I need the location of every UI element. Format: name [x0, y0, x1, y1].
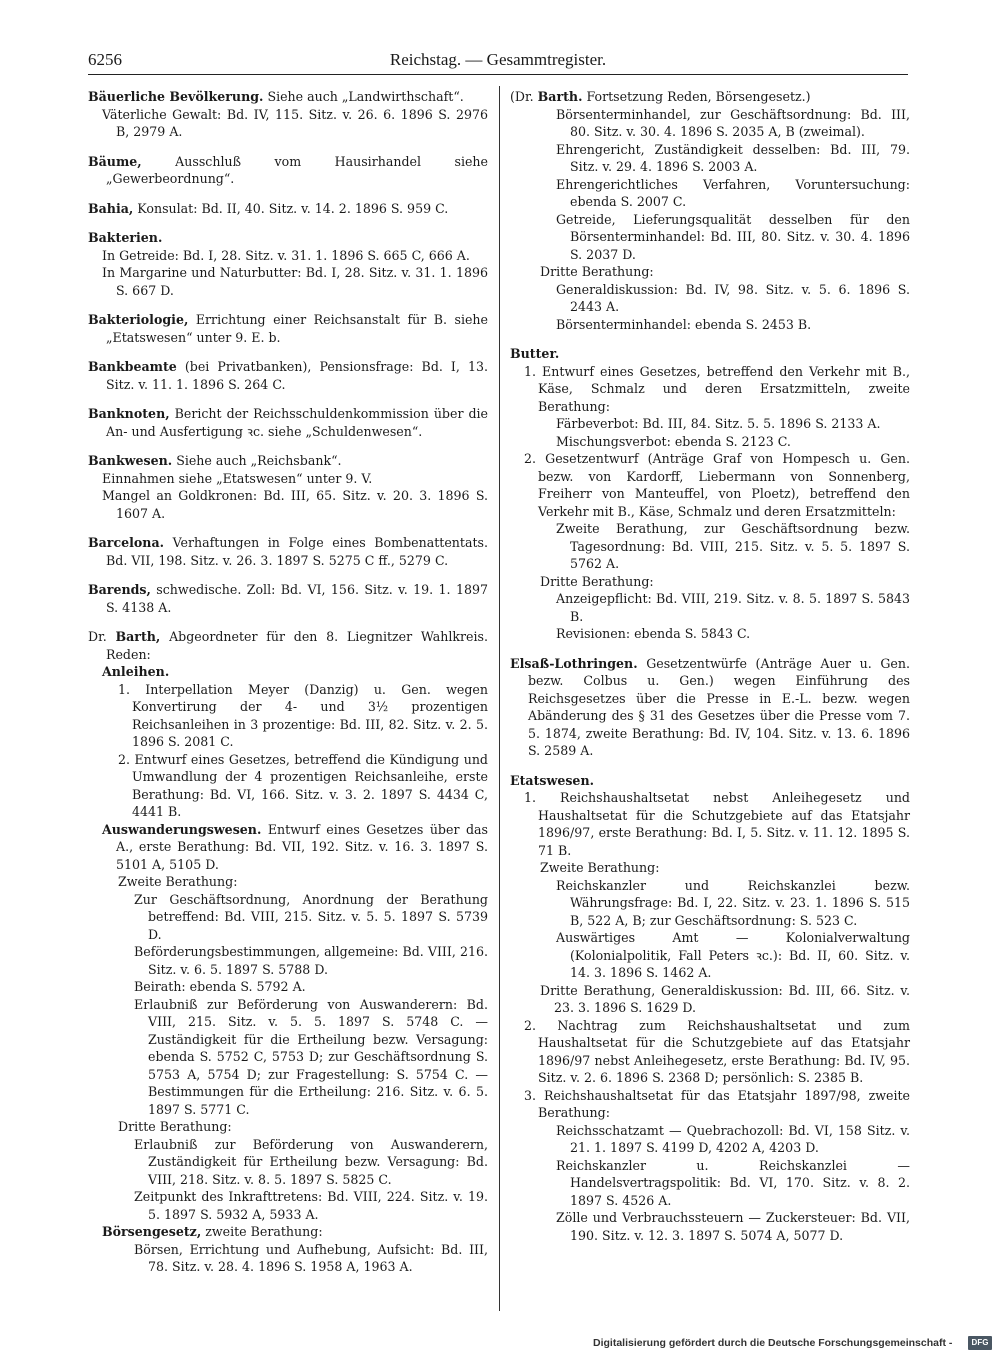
- entry-line: Beförderungsbestimmungen, allgemeine: Bd. VIII, 216. Sitz. v. 6. 5. 1897 S. 5788 D.: [134, 944, 488, 977]
- entry-line: Anzeigepflicht: Bd. VIII, 219. Sitz. v. 8. 5. 1897 S. 5843 B.: [556, 591, 910, 624]
- index-entry: [510, 88, 910, 333]
- entry-text: Siehe auch „Reichsbank“.: [172, 453, 342, 468]
- entry-text: (bei Privatbanken), Pensionsfrage: Bd. I, 13. Sitz. v. 11. 1. 1896 S. 264 C.: [106, 359, 488, 392]
- entry-line: Reichskanzler und Reichskanzlei bezw. Währungsfrage: Bd. I, 22. Sitz. v. 23. 1. 1896 S. 515 B, 522 A, B; zur Geschäftsordnung: S. 523 C.: [556, 877, 910, 928]
- entry-heading: Barth.: [537, 89, 583, 104]
- entry-line: Dritte Berathung, Generaldiskussion: Bd. III, 66. Sitz. v. 23. 3. 1896 S. 1629 D.: [540, 982, 910, 1015]
- index-entry: [88, 452, 488, 522]
- digitization-footer: [593, 1336, 993, 1352]
- entry-text: Errichtung einer Reichsanstalt für B. siehe „Etatswesen“ unter 9. E. b.: [106, 312, 488, 345]
- entry-line: Zweite Berathung, zur Geschäftsordnung bezw. Tagesordnung: Bd. VIII, 215. Sitz. v. 5. 5. 1897 S. 5762 A.: [556, 521, 910, 571]
- index-entry: [88, 153, 488, 188]
- dfg-logo-icon: DFG: [968, 1336, 992, 1350]
- entry-line: Väterliche Gewalt: Bd. IV, 115. Sitz. v. 26. 6. 1896 S. 2976 B, 2979 A.: [102, 106, 488, 139]
- entry-heading: Banknoten,: [88, 406, 170, 421]
- index-entry: [510, 345, 910, 643]
- entry-line: 2. Nachtrag zum Reichshaushaltsetat und zum Haushaltsetat für die Schutzgebiete auf das Etatsjahr 1896/97 nebst Anleihegesetz, erste Berathung: Bd. IV, 95. Sitz. v. 2. 6. 1896 S. 2368 D; persönlich: S. 2385 B.: [524, 1017, 910, 1085]
- entry-text: Konsulat: Bd. II, 40. Sitz. v. 14. 2. 1896 S. 959 C.: [133, 200, 449, 216]
- index-entry: [88, 311, 488, 346]
- entry-prefix: (Dr.: [510, 89, 538, 104]
- entry-line: Zweite Berathung:: [540, 860, 660, 875]
- entry-line: Zur Geschäftsordnung, Anordnung der Berathung betreffend: Bd. VIII, 215. Sitz. v. 5. 5. 1897 S. 5739 D.: [134, 891, 488, 942]
- entry-prefix: Dr.: [88, 629, 116, 644]
- entry-line: 2. Entwurf eines Gesetzes, betreffend die Kündigung und Umwandlung der 4 prozentigen Reichsanleihe, erste Berathung: Bd. VI, 166. Sitz. v. 3. 2. 1897 S. 4434 C, 4441 B.: [118, 751, 488, 819]
- entry-text: Fortsetzung Reden, Börsengesetz.): [582, 89, 811, 104]
- index-entry: [88, 200, 488, 218]
- entry-line: Börsen, Errichtung und Aufhebung, Aufsicht: Bd. III, 78. Sitz. v. 28. 4. 1896 S. 1958 A, 1963 A.: [134, 1241, 488, 1274]
- entry-heading: Butter.: [510, 346, 560, 361]
- entry-heading: Barends,: [88, 582, 151, 597]
- entry-heading: Bankbeamte: [88, 359, 177, 374]
- index-entry: [510, 655, 910, 760]
- page-title: Reichstag. — Gesammtregister.: [389, 50, 607, 69]
- entry-line: 1. Entwurf eines Gesetzes, betreffend den Verkehr mit B., Käse, Schmalz und deren Ersatzmitteln, zweite Berathung:: [524, 363, 910, 414]
- subheading: Börsengesetz,: [102, 1224, 202, 1239]
- index-entry: [88, 581, 488, 616]
- entry-line: Auswärtiges Amt — Kolonialverwaltung (Kolonialpolitik, Fall Peters ꝛc.): Bd. II, 60. Sitz. v. 14. 3. 1896 S. 1462 A.: [556, 930, 910, 980]
- index-entry: [88, 358, 488, 393]
- entry-heading: Barth,: [115, 629, 161, 644]
- entry-text: Bericht der Reichsschuldenkommission über die An- und Ausfertigung ꝛc. siehe „Schuldenwesen“.: [106, 406, 488, 439]
- entry-line: In Getreide: Bd. I, 28. Sitz. v. 31. 1. 1896 S. 665 C, 666 A.: [102, 247, 470, 263]
- column-divider: [499, 86, 500, 1311]
- entry-line: Mischungsverbot: ebenda S. 2123 C.: [556, 433, 791, 449]
- entry-line: 2. Gesetzentwurf (Anträge Graf von Hompesch u. Gen. bezw. von Kardorff, Liebermann von Sonnenberg, Freiherr von Manteuffel, von Ploetz), betreffend den Verkehr mit B., Käse, Schmalz und deren Ersatzmitteln:: [524, 451, 910, 519]
- page-header: [88, 50, 908, 76]
- entry-line: Erlaubniß zur Beförderung von Auswanderern, Zuständigkeit für Ertheilung bezw. Versagung: Bd. VIII, 218. Sitz. v. 8. 5. 1897 S. 5825 C.: [134, 1136, 488, 1187]
- entry-heading: Etatswesen.: [510, 772, 594, 788]
- entry-text: Ausschluß vom Hausirhandel siehe „Gewerbeordnung“.: [106, 153, 488, 186]
- entry-text: Abgeordneter für den 8. Liegnitzer Wahlkreis. Reden:: [106, 629, 488, 662]
- entry-line: Reichskanzler u. Reichskanzlei — Handelsvertragspolitik: Bd. VI, 170. Sitz. v. 8. 2. 1897 S. 4526 A.: [556, 1157, 910, 1208]
- entry-text: Verhaftungen in Folge eines Bombenattentats. Bd. VII, 198. Sitz. v. 26. 3. 1897 S. 5275 C ff., 5279 C.: [106, 535, 488, 568]
- index-entry: [88, 88, 488, 141]
- entry-line: Generaldiskussion: Bd. IV, 98. Sitz. v. 5. 6. 1896 S. 2443 A.: [556, 281, 910, 314]
- entry-line: Getreide, Lieferungsqualität desselben für den Börsenterminhandel: Bd. III, 80. Sitz. v. 30. 4. 1896 S. 2037 D.: [556, 211, 910, 262]
- entry-heading: Bakteriologie,: [88, 312, 189, 327]
- entry-line: Färbeverbot: Bd. III, 84. Sitz. 5. 5. 1896 S. 2133 A.: [556, 416, 881, 431]
- entry-heading: Bäume,: [88, 153, 142, 169]
- entry-line: Ehrengerichtliches Verfahren, Voruntersuchung: ebenda S. 2007 C.: [556, 176, 910, 209]
- entry-text: Gesetzentwürfe (Anträge Auer u. Gen. bezw. Colbus u. Gen.) wegen Einführung des Reichsgesetzes über die Presse in E.-L. bezw. wegen Abänderung des § 31 des Gesetzes über die Presse vom 7. 5. 1874, zweite Berathung: Bd. IV, 104. Sitz. v. 13. 6. 1896 S. 2589 A.: [528, 655, 910, 758]
- entry-line: In Margarine und Naturbutter: Bd. I, 28. Sitz. v. 31. 1. 1896 S. 667 D.: [102, 265, 488, 298]
- footer-credit: Digitalisierung gefördert durch die Deutsche Forschungsgemeinschaft -: [593, 1337, 953, 1349]
- entry-heading: Barcelona.: [88, 535, 165, 550]
- index-entry: [88, 405, 488, 440]
- entry-heading: Elsaß-Lothringen.: [510, 655, 638, 671]
- entry-heading: Bankwesen.: [88, 453, 173, 468]
- entry-heading: Bakterien.: [88, 230, 163, 245]
- entry-line: Revisionen: ebenda S. 5843 C.: [556, 626, 751, 641]
- left-column: [88, 88, 488, 1288]
- index-entry: [88, 628, 488, 1276]
- entry-text: zweite Berathung:: [201, 1224, 323, 1239]
- index-entry: [510, 772, 910, 1245]
- index-entry: [88, 229, 488, 299]
- entry-text: schwedische. Zoll: Bd. VI, 156. Sitz. v. 19. 1. 1897 S. 4138 A.: [106, 582, 488, 615]
- entry-line: 3. Reichshaushaltsetat für das Etatsjahr 1897/98, zweite Berathung:: [524, 1087, 910, 1120]
- index-entry: [88, 534, 488, 569]
- entry-line: Dritte Berathung:: [540, 264, 654, 279]
- entry-line: Beirath: ebenda S. 5792 A.: [134, 979, 306, 994]
- entry-line: Zeitpunkt des Inkrafttretens: Bd. VIII, 224. Sitz. v. 19. 5. 1897 S. 5932 A, 5933 A.: [134, 1189, 488, 1222]
- entry-line: 1. Interpellation Meyer (Danzig) u. Gen. wegen Konvertirung der 4- und 3½ prozentigen Reichsanleihen in 3 prozentige: Bd. III, 82. Sitz. v. 2. 5. 1896 S. 2081 C.: [118, 681, 488, 749]
- entry-line: 1. Reichshaushaltsetat nebst Anleihegesetz und Haushaltsetat für die Schutzgebiete auf das Etatsjahr 1896/97, erste Berathung: Bd. I, 5. Sitz. v. 11. 12. 1895 S. 71 B.: [524, 790, 910, 858]
- entry-line: Erlaubniß zur Beförderung von Auswanderern: Bd. VIII, 215. Sitz. v. 5. 5. 1897 S. 5748 C. — Zuständigkeit für die Ertheilung bezw. Versagung: ebenda S. 5752 C, 5753 D; zur Geschäftsordnung S. 5753 A, 5754 D; zur Fragestellung: S. 5754 C. — Bestimmungen für die Ertheilung: 216. Sitz. v. 6. 5. 1897 S. 5771 C.: [134, 996, 488, 1117]
- entry-line: Ehrengericht, Zuständigkeit desselben: Bd. III, 79. Sitz. v. 29. 4. 1896 S. 2003 A.: [556, 141, 910, 174]
- entry-line: Mangel an Goldkronen: Bd. III, 65. Sitz. v. 20. 3. 1896 S. 1607 A.: [102, 488, 488, 521]
- subheading: Auswanderungswesen.: [102, 821, 262, 837]
- entry-line: Einnahmen siehe „Etatswesen“ unter 9. V.: [102, 470, 373, 486]
- entry-heading: Bahia,: [88, 200, 134, 216]
- entry-text: Siehe auch „Landwirthschaft“.: [263, 89, 464, 104]
- entry-line: Börsenterminhandel: ebenda S. 2453 B.: [556, 316, 812, 332]
- header-rule: [88, 74, 908, 75]
- entry-line: Börsenterminhandel, zur Geschäftsordnung: Bd. III, 80. Sitz. v. 30. 4. 1896 S. 2035 A, B (zweimal).: [556, 106, 910, 139]
- subheading: Anleihen.: [102, 664, 170, 679]
- entry-line: Dritte Berathung:: [540, 573, 654, 589]
- entry-heading: Bäuerliche Bevölkerung.: [88, 89, 264, 104]
- page-number: 6256: [88, 50, 122, 69]
- entry-text: Entwurf eines Gesetzes über das A., erste Berathung: Bd. VII, 192. Sitz. v. 16. 3. 1897 S. 5101 A, 5105 D.: [116, 821, 488, 872]
- entry-line: Zölle und Verbrauchssteuern — Zuckersteuer: Bd. VII, 190. Sitz. v. 12. 3. 1897 S. 5074 A, 5077 D.: [556, 1210, 910, 1243]
- entry-line: Zweite Berathung:: [118, 874, 238, 889]
- entry-line: Dritte Berathung:: [118, 1119, 232, 1134]
- right-column: [510, 88, 910, 1256]
- entry-line: Reichsschatzamt — Quebrachozoll: Bd. VI, 158 Sitz. v. 21. 1. 1897 S. 4199 D, 4202 A, 4203 D.: [556, 1122, 910, 1155]
